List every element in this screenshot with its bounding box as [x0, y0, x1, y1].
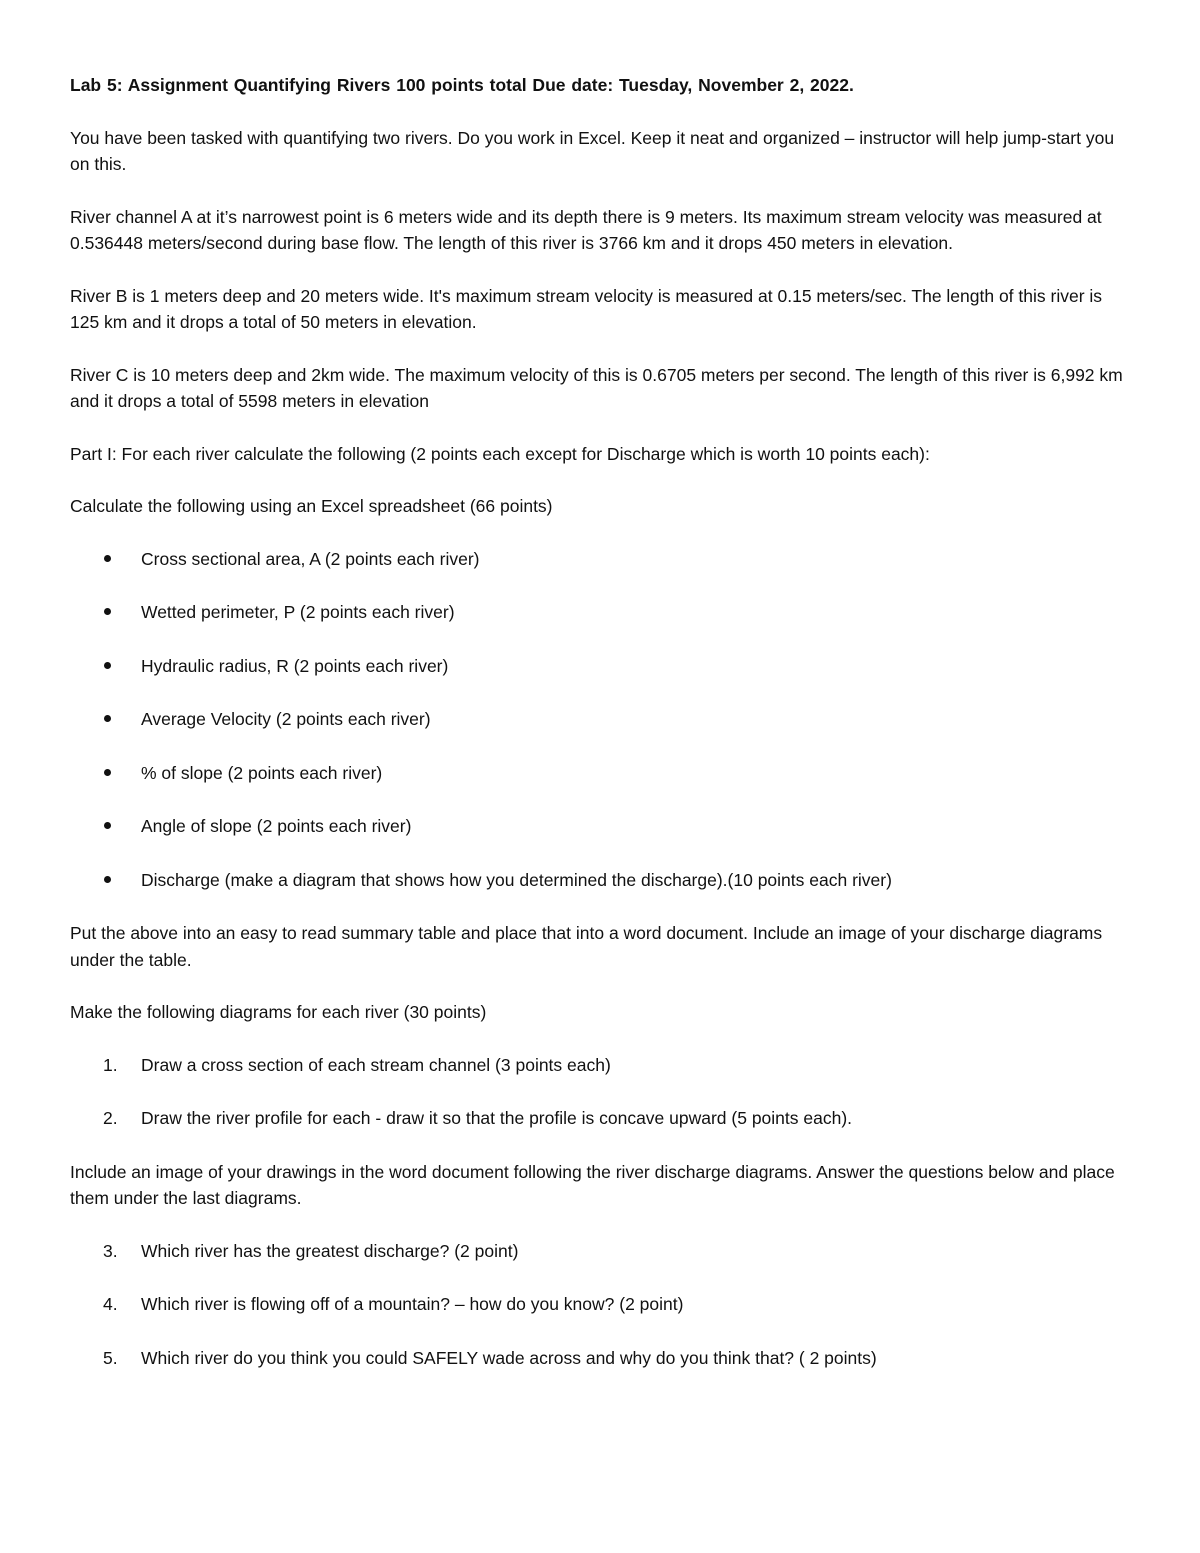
diagram-list [70, 1052, 1130, 1132]
bullet-icon [104, 662, 111, 669]
diagrams-intro: Make the following diagrams for each river (30 points) [70, 1002, 487, 1022]
numbered-item [70, 1345, 1130, 1372]
list-item-text: Wetted perimeter, P (2 points each river) [141, 602, 455, 622]
list-item-text: % of slope (2 points each river) [141, 762, 383, 783]
list-item-text: Discharge (make a diagram that shows how you determined the discharge).(10 points each river) [141, 869, 892, 890]
list-item [70, 599, 1130, 626]
question-list [70, 1238, 1130, 1372]
river-c-paragraph: River C is 10 meters deep and 2km wide. The maximum velocity of this is 0.6705 meters per second. The length of this river is 6,992 km and it drops a total of 5598 meters in elevation [70, 364, 1123, 411]
item-number: 4. [103, 1294, 118, 1314]
item-text: Which river do you think you could SAFELY wade across and why do you think that? ( 2 points) [141, 1347, 877, 1368]
list-item [70, 867, 1130, 894]
item-text: Draw the river profile for each - draw it so that the profile is concave upward (5 points each). [141, 1108, 853, 1128]
include-paragraph: Include an image of your drawings in the word document following the river discharge diagrams. Answer the questions below and place them under the last diagrams. [70, 1161, 1115, 1208]
bullet-icon [104, 555, 111, 562]
list-item-text: Angle of slope (2 points each river) [141, 816, 412, 836]
list-item [70, 653, 1130, 680]
calc-intro: Calculate the following using an Excel spreadsheet (66 points) [70, 496, 553, 516]
river-a-paragraph: River channel A at it’s narrowest point is 6 meters wide and its depth there is 9 meters. Its maximum stream velocity was measured at 0.536448 meters/second during base flow. The length of this river is 3766 km and it drops 450 meters in elevation. [70, 206, 1102, 253]
part-one-heading: Part I: For each river calculate the following (2 points each except for Discharge which is worth 10 points each): [70, 443, 930, 464]
item-text: Which river is flowing off of a mountain? – how do you know? (2 point) [141, 1294, 684, 1314]
calculation-list [70, 546, 1130, 894]
item-text: Draw a cross section of each stream channel (3 points each) [141, 1054, 611, 1075]
numbered-item [70, 1238, 1130, 1265]
item-number: 2. [103, 1108, 118, 1128]
list-item-text: Average Velocity (2 points each river) [141, 709, 431, 729]
list-item-text: Cross sectional area, A (2 points each river) [141, 548, 480, 569]
bullet-icon [104, 715, 111, 722]
item-number: 1. [103, 1054, 118, 1075]
item-text: Which river has the greatest discharge? (2 point) [141, 1240, 519, 1261]
list-item [70, 706, 1130, 733]
list-item [70, 813, 1130, 840]
summary-paragraph: Put the above into an easy to read summary table and place that into a word document. Include an image of your discharge diagrams under the table. [70, 923, 1103, 970]
river-b-paragraph: River B is 1 meters deep and 20 meters wide. It's maximum stream velocity is measured at 0.15 meters/sec. The length of this river is 125 km and it drops a total of 50 meters in elevation. [70, 285, 1103, 332]
bullet-icon [104, 608, 111, 615]
item-number: 5. [103, 1347, 118, 1368]
list-item-text: Hydraulic radius, R (2 points each river) [141, 655, 449, 676]
numbered-item [70, 1291, 1130, 1318]
bullet-icon [104, 876, 111, 883]
document-body [70, 72, 1130, 1398]
numbered-item [70, 1105, 1130, 1132]
intro-paragraph: You have been tasked with quantifying two rivers. Do you work in Excel. Keep it neat and organized – instructor will help jump-start you on this. [70, 127, 1115, 174]
item-number: 3. [103, 1240, 118, 1261]
assignment-title: Lab 5: Assignment Quantifying Rivers 100 points total Due date: Tuesday, November 2, 2022. [70, 75, 854, 95]
numbered-item [70, 1052, 1130, 1079]
bullet-icon [104, 769, 111, 776]
list-item [70, 760, 1130, 787]
bullet-icon [104, 822, 111, 829]
list-item [70, 546, 1130, 573]
